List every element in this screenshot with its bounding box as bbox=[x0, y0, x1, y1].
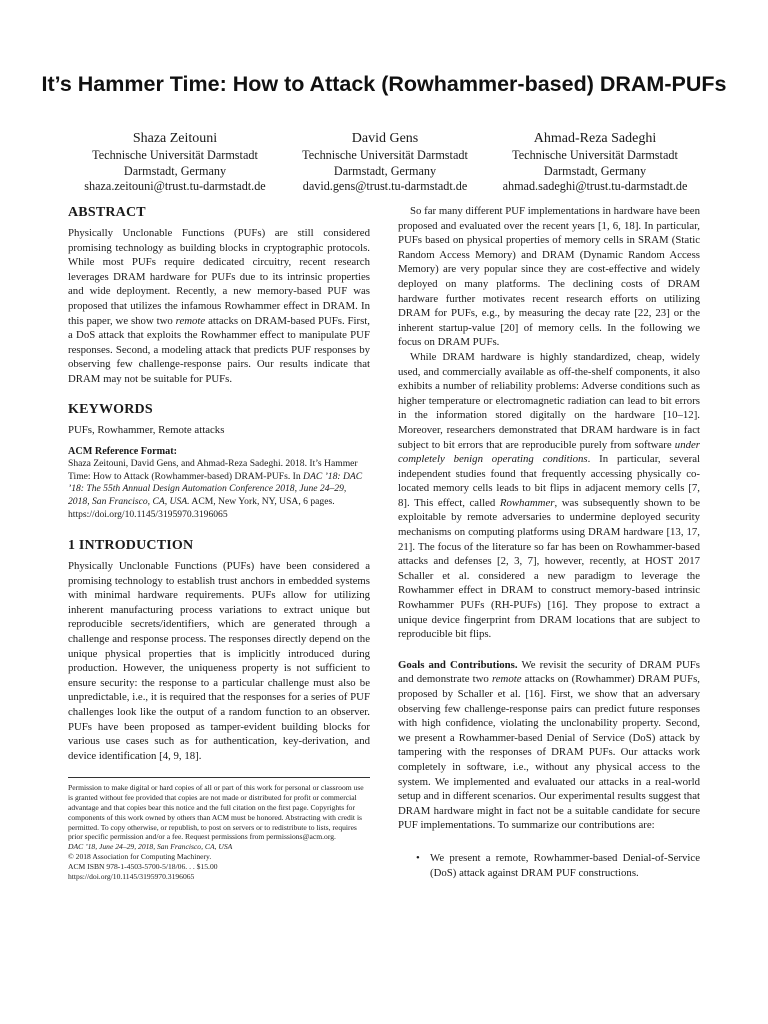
right-column bbox=[398, 204, 700, 880]
acm-reference-part: Shaza Zeitouni, David Gens, and Ahmad-Reza Sadeghi. 2018. It’s Hammer Time: How to Attack (Rowhammer-based) DRAM-PUFs. In bbox=[68, 458, 358, 482]
introduction-heading: 1 INTRODUCTION bbox=[68, 538, 194, 554]
author-affiliation: Technische Universität Darmstadt bbox=[512, 148, 678, 162]
author-email: shaza.zeitouni@trust.tu-darmstadt.de bbox=[84, 179, 266, 193]
author-name: Shaza Zeitouni bbox=[132, 131, 218, 146]
conference-text: DAC ’18, June 24–29, 2018, San Francisco, CA, USA bbox=[68, 842, 233, 852]
author-affiliation: Technische Universität Darmstadt bbox=[92, 148, 258, 162]
body-text-part: . In particular, several independent studies found that frequently accessing physically co-located memory cells leads to bit flips in adjacent memory cells [7, 8]. This effect, called bbox=[398, 453, 700, 509]
isbn-line: ACM ISBN 978-1-4503-5700-5/18/06. . . $15.00 bbox=[68, 861, 218, 871]
goals-run-in-heading: Goals and Contributions. bbox=[398, 658, 518, 671]
acm-reference-venue: DAC ’18: DAC ’18: The 55th Annual Design Automation Conference 2018, June 24–29, 2018, San Francisco, CA, USA. bbox=[68, 470, 363, 507]
keywords-text: PUFs, Rowhammer, Remote attacks bbox=[68, 423, 225, 436]
bullet-mark: • bbox=[416, 851, 420, 864]
author-1 bbox=[60, 130, 290, 195]
acm-reference-part: ACM, New York, NY, USA, 6 pages. https://doi.org/10.1145/3195970.3196065 bbox=[68, 495, 335, 520]
author-location: Darmstadt, Germany bbox=[123, 163, 227, 178]
goals-paragraph bbox=[398, 658, 700, 833]
body-text-part: While DRAM hardware is highly standardized, cheap, widely used, and commercially available as off-the-shelf components, it also exhibits a number of reliability problems: Adverse conditions such as higher temperature or electromagnetic radiation can lead to bit errors in the information stored digitally on the hardware [10–12]. Moreover, researchers demonstrated that DRAM hardware is in fact subject to bit errors that are reproducible purely from software bbox=[398, 350, 700, 451]
author-location: Darmstadt, Germany bbox=[543, 163, 647, 178]
body-emphasis: Rowhammer bbox=[499, 496, 555, 509]
author-name: David Gens bbox=[351, 131, 419, 146]
introduction-text: Physically Unclonable Functions (PUFs) have been considered a promising technology to establish trust anchors in embedded systems with minimal hardware requirements. PUFs allow for utilizing inherent manufacturing process variations to extract unique but reproducible secrets/identifiers, which are generated through a challenge and response process. The responses directly depend on the unique physical properties that is implicitly introduced during production. However, the uniqueness property is not sufficient to ensure security: the response to a particular challenge must also be unpredictable, i.e., it is required that the responses for a series of PUF challenges look like the output of a random function to an observer. PUFs have been proposed as tamper-evident building blocks for various use cases such as for authentication, key-derivation, and device identification [4, 9, 18]. bbox=[68, 560, 370, 762]
abstract-text-part: attacks on DRAM-based PUFs. First, a DoS attack that exploits the Rowhammer effect to manipulate PUF responses. Second, a modeling attack that predicts PUF responses by observing few challenge-response pairs. Our results indicate that DRAM may not be suitable for PUFs. bbox=[68, 314, 370, 385]
contribution-text: We present a remote, Rowhammer-based Denial-of-Service (DoS) attack against DRAM PUF constructions. bbox=[430, 851, 700, 879]
author-3 bbox=[480, 130, 710, 195]
author-2 bbox=[270, 130, 500, 195]
paper-title: It’s Hammer Time: How to Attack (Rowhammer-based) DRAM-PUFs bbox=[41, 72, 727, 96]
doi-line: https://doi.org/10.1145/3195970.3196065 bbox=[68, 871, 195, 881]
abstract-text-part: Physically Unclonable Functions (PUFs) are still considered promising technology as building blocks in cryptographic protocols. While most PUFs require dedicated circuitry, recent research leverages DRAM hardware for PUFs due to its intrinsic properties and wide deployment. Recently, a new memory-based PUF was proposed that utilizes the infamous Rowhammer effect in DRAM. In this paper, we show two bbox=[68, 227, 370, 327]
author-affiliation: Technische Universität Darmstadt bbox=[302, 148, 468, 162]
conference-line bbox=[68, 842, 370, 852]
goals-text-part: attacks on (Rowhammer) DRAM PUFs, proposed by Schaller et al. [16]. First, we show that an adversary observing few challenge-response pairs can predict future responses with high confidence, violating the unclonability property. Second, we present a Rowhammer-based Denial of Service (DoS) attack by tampering with the responses of DRAM PUFs. Our attacks work completely in software, i.e., without any physical access to the system. We implemented and evaluated our attacks in a real-world setup and in different scenarios. Our experimental results suggest that DRAM hardware might in fact not be a suitable candidate for secure PUF implementations. To summarize our contributions are: bbox=[398, 673, 700, 832]
goals-text-part: We revisit the security of DRAM PUFs and demonstrate two bbox=[398, 658, 700, 686]
abstract-text bbox=[68, 226, 370, 387]
acm-reference-heading: ACM Reference Format: bbox=[68, 446, 177, 458]
author-email: david.gens@trust.tu-darmstadt.de bbox=[302, 179, 468, 193]
body-emphasis: under completely benign operating conditions bbox=[398, 438, 700, 466]
copyright-line: © 2018 Association for Computing Machinery. bbox=[68, 851, 212, 861]
body-paragraph-2 bbox=[398, 350, 700, 642]
contribution-list-item bbox=[398, 851, 700, 880]
author-email: ahmad.sadeghi@trust.tu-darmstadt.de bbox=[502, 179, 688, 193]
body-paragraph-1: So far many different PUF implementations in hardware have been proposed and evaluated over the recent years [1, 6, 18]. In particular, PUFs based on physical properties of memory cells in SRAM (Static Random Access Memory) and DRAM (Dynamic Random Access Memory) are very popular since they are cost-effective and widely deployed on many platforms. The declining costs of DRAM hardware further motivates recent research efforts on utilizing DRAM for PUFs, e.g., by measuring the decay rate [22, 23] or the inherent startup-value [20] of memory cells. In the following we focus on DRAM PUFs. bbox=[398, 205, 700, 349]
body-text-part: , was subsequently shown to be exploitable by remote adversaries to undermine deployed security mechanisms on computing platforms using DRAM hardware [13, 17, 21]. The focus of the literature so far has been on Rowhammer-based attacks and defenses [2, 3, 7], however, recently, at HOST 2017 Schaller et al. considered a new paradigm to leverage the Rowhammer effect in DRAM to construct memory-based intrinsic Rowhammer PUFs (RH-PUFs) [16]. They propose to extract a unique device fingerprint from DRAM locations that are subject to reproducible bit flips. bbox=[398, 496, 700, 641]
goals-emphasis: remote bbox=[491, 673, 522, 686]
author-name: Ahmad-Reza Sadeghi bbox=[533, 131, 657, 146]
keywords-heading: KEYWORDS bbox=[68, 401, 153, 417]
abstract-emphasis: remote bbox=[175, 314, 206, 327]
left-column bbox=[68, 204, 370, 881]
permission-notice: Permission to make digital or hard copies of all or part of this work for personal or classroom use is granted without fee provided that copies are not made or distributed for profit or commercial advantage and that copies bear this notice and the full citation on the first page. Copyrights for components of this work owned by others than ACM must be honored. Abstracting with credit is permitted. To copy otherwise, or republish, to post on servers or to redistribute to lists, requires prior specific permission and/or a fee. Request permissions from permissions@acm.org. bbox=[68, 783, 364, 842]
author-location: Darmstadt, Germany bbox=[333, 163, 437, 178]
acm-reference-text bbox=[68, 458, 370, 521]
abstract-heading: ABSTRACT bbox=[68, 205, 146, 220]
